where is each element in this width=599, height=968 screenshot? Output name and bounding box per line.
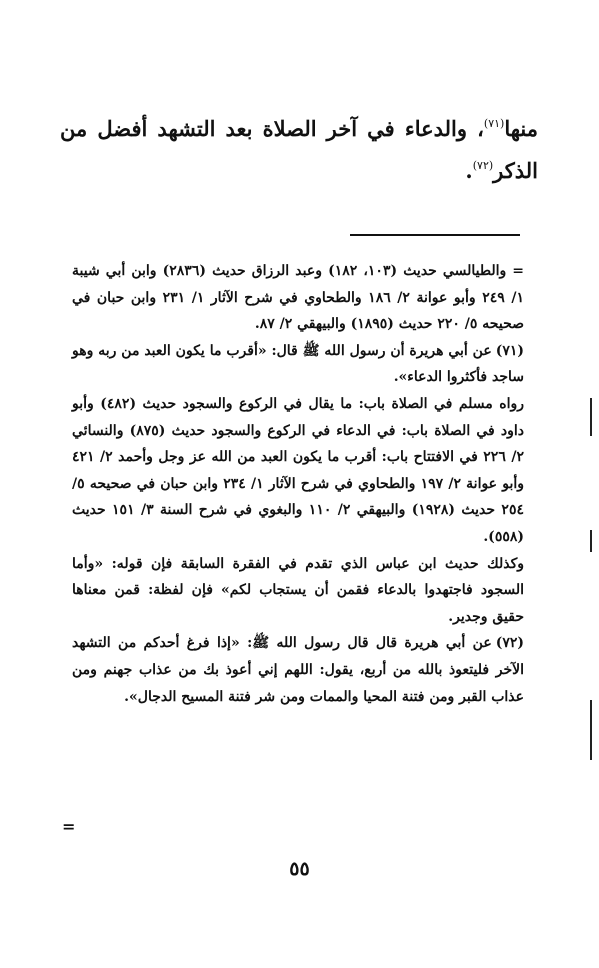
footnote-71-sources (72, 391, 524, 551)
footnote-ref-72[interactable]: (٧٢) (472, 159, 494, 172)
continuation-mark-bottom: = (62, 817, 76, 836)
footnote-text: وكذلك حديث ابن عباس الذي تقدم في الفقرة السابقة فإن قوله: «وأما السجود فاجتهدوا بالدعاء فقمن أن يستجاب لكم» فإن لفظة: قمن معناها حقيق وجدير. (72, 555, 524, 625)
footnote-separator (350, 234, 520, 236)
footnote-text: رواه مسلم في الصلاة باب: ما يقال في الركوع والسجود حديث (٤٨٢) وأبو داود في الصلاة باب: في الدعاء في الركوع والسجود حديث (٨٧٥) والنسائي ٢/ ٢٢٦ في الافتتاح باب: أقرب ما يكون العبد من الله عز وجل وأحمد ٢/ ٤٢١ وأبو عوانة ٢/ ١٩٧ والطحاوي في شرح الآثار ١/ ٢٣٤ وابن حبان في صحيحه ٥/ ٢٥٤ حديث (١٩٢٨) والبيهقي ٢/ ١١٠ والبغوي في شرح السنة ٣/ ١٥١ حديث (٥٥٨). (72, 395, 524, 545)
footnote-continuation (72, 258, 524, 338)
main-paragraph (60, 108, 538, 192)
scan-edge-mark (590, 530, 592, 552)
main-text-middle: ، والدعاء في آخر الصلاة بعد التشهد أفضل من الذكر (60, 116, 538, 183)
page-number: ٥٥ (289, 858, 310, 880)
footnote-71 (72, 338, 524, 391)
footnotes-section (72, 258, 524, 710)
scan-edge-mark (590, 398, 592, 436)
footnote-text: والطيالسي حديث (١٠٣، ١٨٢) وعبد الرزاق حديث (٢٨٣٦) وابن أبي شيبة ١/ ٢٤٩ وأبو عوانة ٢/ ١٨٦ والطحاوي في شرح الآثار ١/ ٢٣١ وابن حبان في صحيحه ٥/ ٢٢٠ حديث (١٨٩٥) والبيهقي ٢/ ٨٧. (72, 263, 524, 333)
footnote-72 (72, 630, 524, 710)
continuation-marker: = (512, 263, 524, 279)
main-text-end: . (465, 158, 473, 183)
footnote-text: عن أبي هريرة قال قال رسول الله ﷺ: «إذا فرغ أحدكم من التشهد الآخر فليتعوذ بالله من أربع، يقول: اللهم إني أعوذ بك من عذاب جهنم ومن عذاب القبر ومن فتنة المحيا والممات ومن شر فتنة المسيح الدجال». (72, 635, 524, 705)
scan-edge-mark (590, 700, 592, 760)
main-text-start: منها (504, 116, 538, 141)
footnote-ref-71[interactable]: (٧١) (483, 117, 505, 130)
footnote-number: (٧٢) (495, 635, 524, 652)
footnote-number: (٧١) (495, 342, 524, 359)
footnote-text: عن أبي هريرة أن رسول الله ﷺ قال: «أقرب ما يكون العبد من ربه وهو ساجد فأكثروا الدعاء». (72, 342, 524, 386)
footnote-71-note (72, 551, 524, 631)
